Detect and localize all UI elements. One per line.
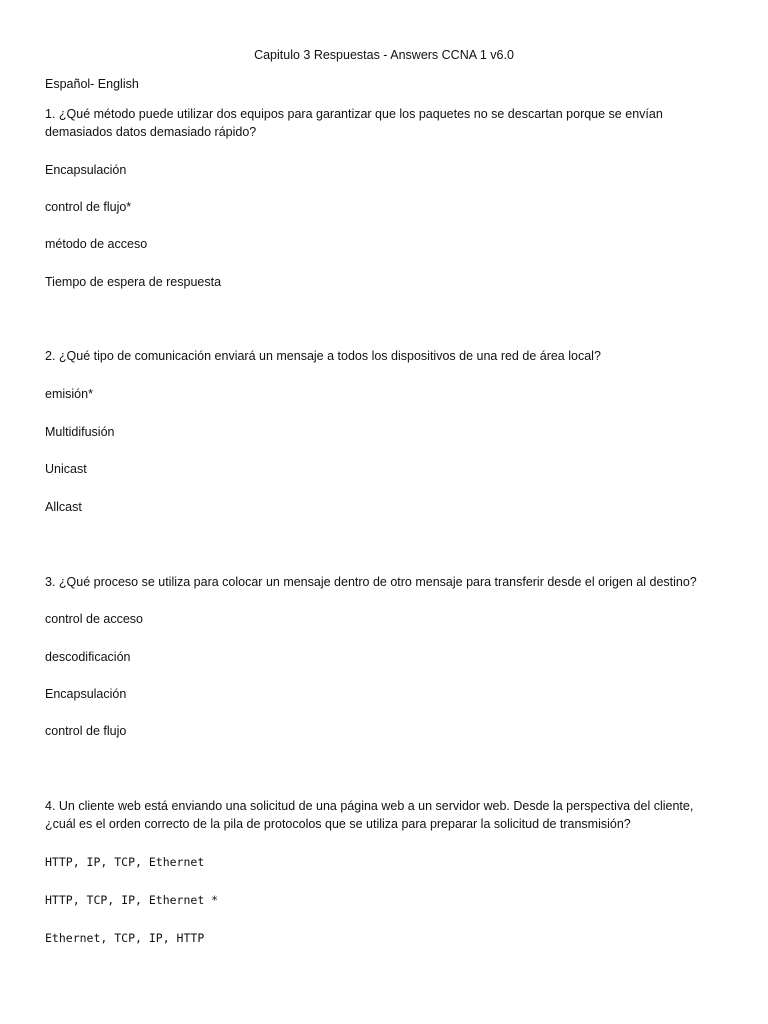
question-1-option-4: Tiempo de espera de respuesta (45, 275, 222, 289)
question-4-option-3: Ethernet, TCP, IP, HTTP (45, 931, 205, 945)
question-3-option-1: control de acceso (45, 612, 143, 626)
question-3-option-3: Encapsulación (45, 687, 127, 701)
question-2: 2. ¿Qué tipo de comunicación enviará un mensaje a todos los dispositivos de una red de área local? (45, 349, 601, 363)
question-2-option-2: Multidifusión (45, 425, 115, 439)
question-4: 4. Un cliente web está enviando una solicitud de una página web a un servidor web. Desde la perspectiva del cliente, ¿cuál es el orden correcto de la pila de protocolos que se utiliza para preparar la solicitud de transmisión? (45, 799, 694, 831)
language-note: Español- English (45, 77, 139, 91)
question-1-option-1: Encapsulación (45, 163, 127, 177)
question-2-option-3: Unicast (45, 462, 87, 476)
question-4-option-2: HTTP, TCP, IP, Ethernet * (45, 893, 219, 907)
question-2-option-4: Allcast (45, 500, 82, 514)
question-1-option-3: método de acceso (45, 237, 148, 251)
question-2-option-1: emisión* (45, 387, 93, 401)
question-1: 1. ¿Qué método puede utilizar dos equipos para garantizar que los paquetes no se descartan porque se envían demasiados datos demasiado rápido? (45, 107, 663, 139)
question-4-option-1: HTTP, IP, TCP, Ethernet (45, 855, 205, 869)
question-3-option-2: descodificación (45, 650, 131, 664)
question-3: 3. ¿Qué proceso se utiliza para colocar un mensaje dentro de otro mensaje para transferir desde el origen al destino? (45, 575, 697, 589)
question-1-option-2: control de flujo* (45, 200, 132, 214)
document-title: Capitulo 3 Respuestas - Answers CCNA 1 v6.0 (254, 48, 514, 62)
question-3-option-4: control de flujo (45, 724, 127, 738)
